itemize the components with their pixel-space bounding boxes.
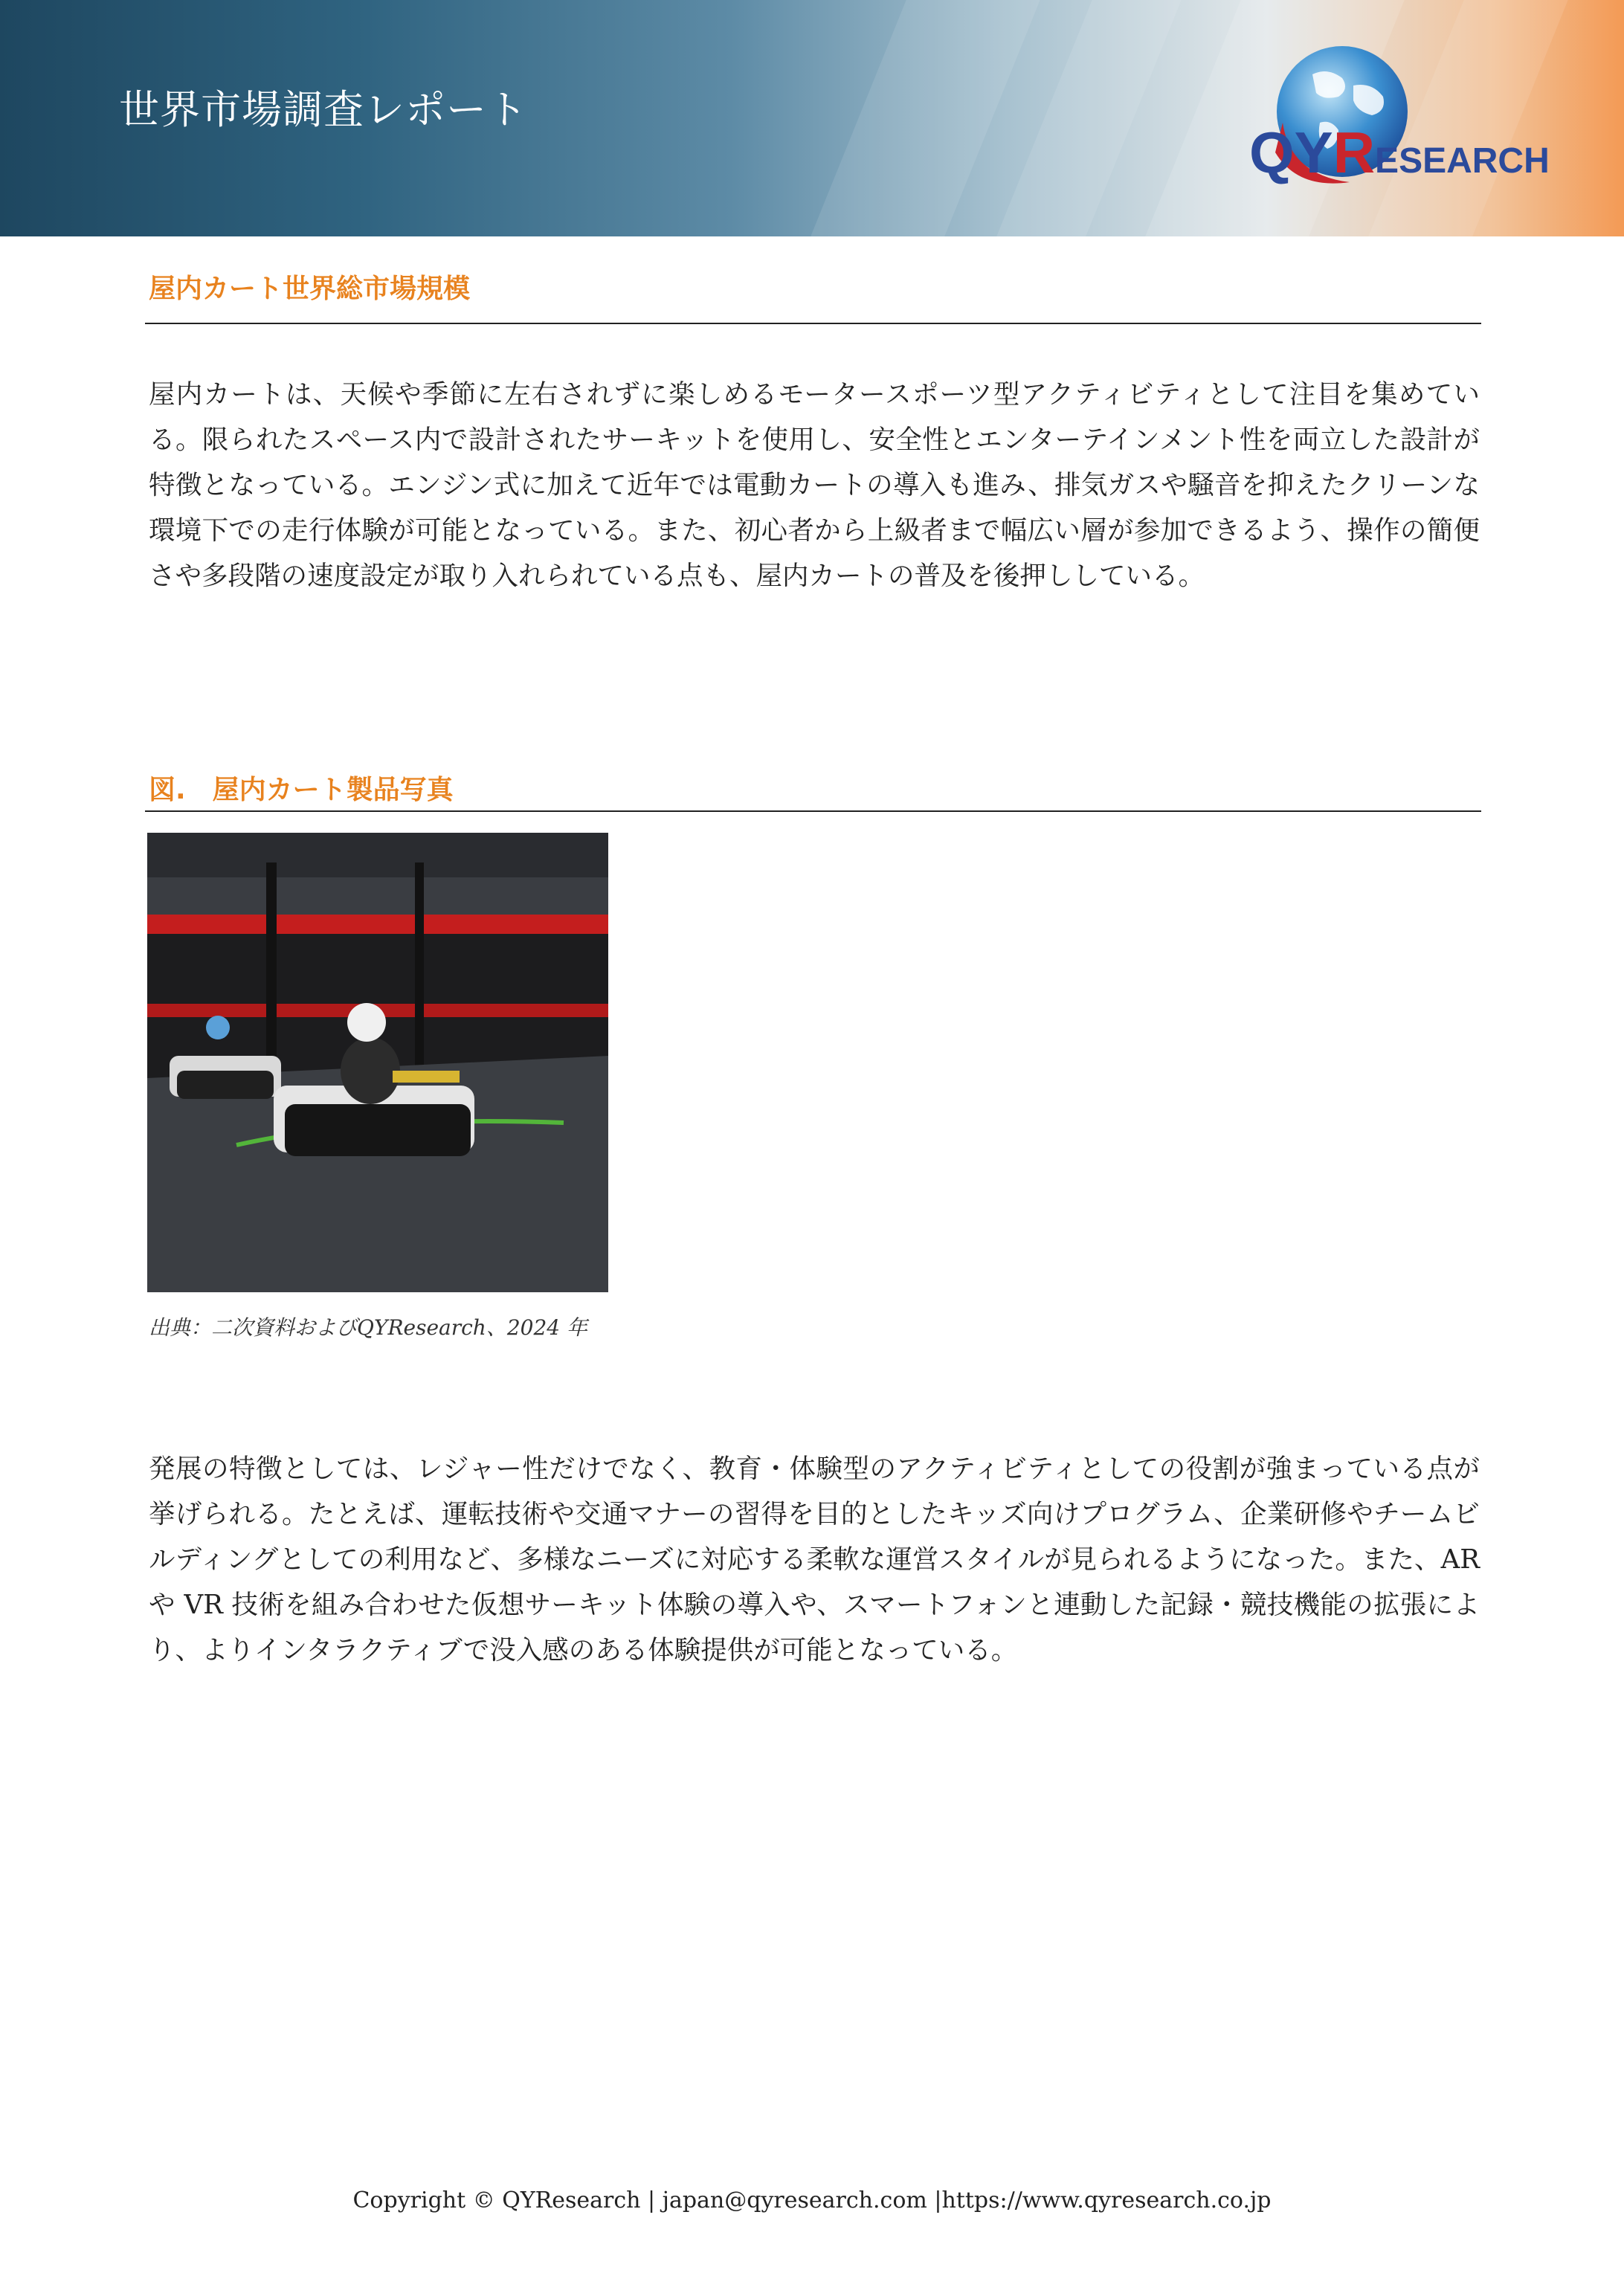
section-heading-market-size: 屋内カート世界総市場規模 xyxy=(149,274,471,304)
divider xyxy=(145,810,1481,812)
divider xyxy=(145,323,1481,324)
development-paragraph: 発展の特徴としては、レジャー性だけでなく、教育・体験型のアクティビティとしての役割が強まっている点が挙げられる。たとえば、運転技術や交通マナーの習得を目的としたキッズ向けプログラム、企業研修やチームビルディングとしての利用など、多様なニーズに対応する柔軟な運営スタイルが見られるようになった。また、AR や VR 技術を組み合わせた仮想サーキット体験の導入や、スマートフォンと連動した記録・競技機能の拡張により、よりインタラクティブで没入感のある体験提供が可能となっている。 xyxy=(149,1454,1480,1665)
intro-paragraph: 屋内カートは、天候や季節に左右されずに楽しめるモータースポーツ型アクティビティとして注目を集めている。限られたスペース内で設計されたサーキットを使用し、安全性とエンターテインメント性を両立した設計が特徴となっている。エンジン式に加えて近年では電動カートの導入も進み、排気ガスや騒音を抑えたクリーンな環境下での走行体験が可能となっている。また、初心者から上級者まで幅広い層が参加できるよう、操作の簡便さや多段階の速度設定が取り入れられている点も、屋内カートの普及を後押ししている。 xyxy=(149,379,1480,591)
figure-caption: 出典：二次資料およびQYResearch、2024 年 xyxy=(149,1315,587,1340)
indoor-kart-photo xyxy=(147,833,608,1292)
logo-wordmark: QYRESEARCH xyxy=(1249,120,1550,185)
report-title: 世界市場調査レポート xyxy=(119,86,528,133)
figure-heading: 図. 屋内カート製品写真 xyxy=(149,775,454,805)
footer-copyright: Copyright © QYResearch | japan@qyresearch.com |https://www.qyresearch.co.jp xyxy=(352,2187,1272,2213)
